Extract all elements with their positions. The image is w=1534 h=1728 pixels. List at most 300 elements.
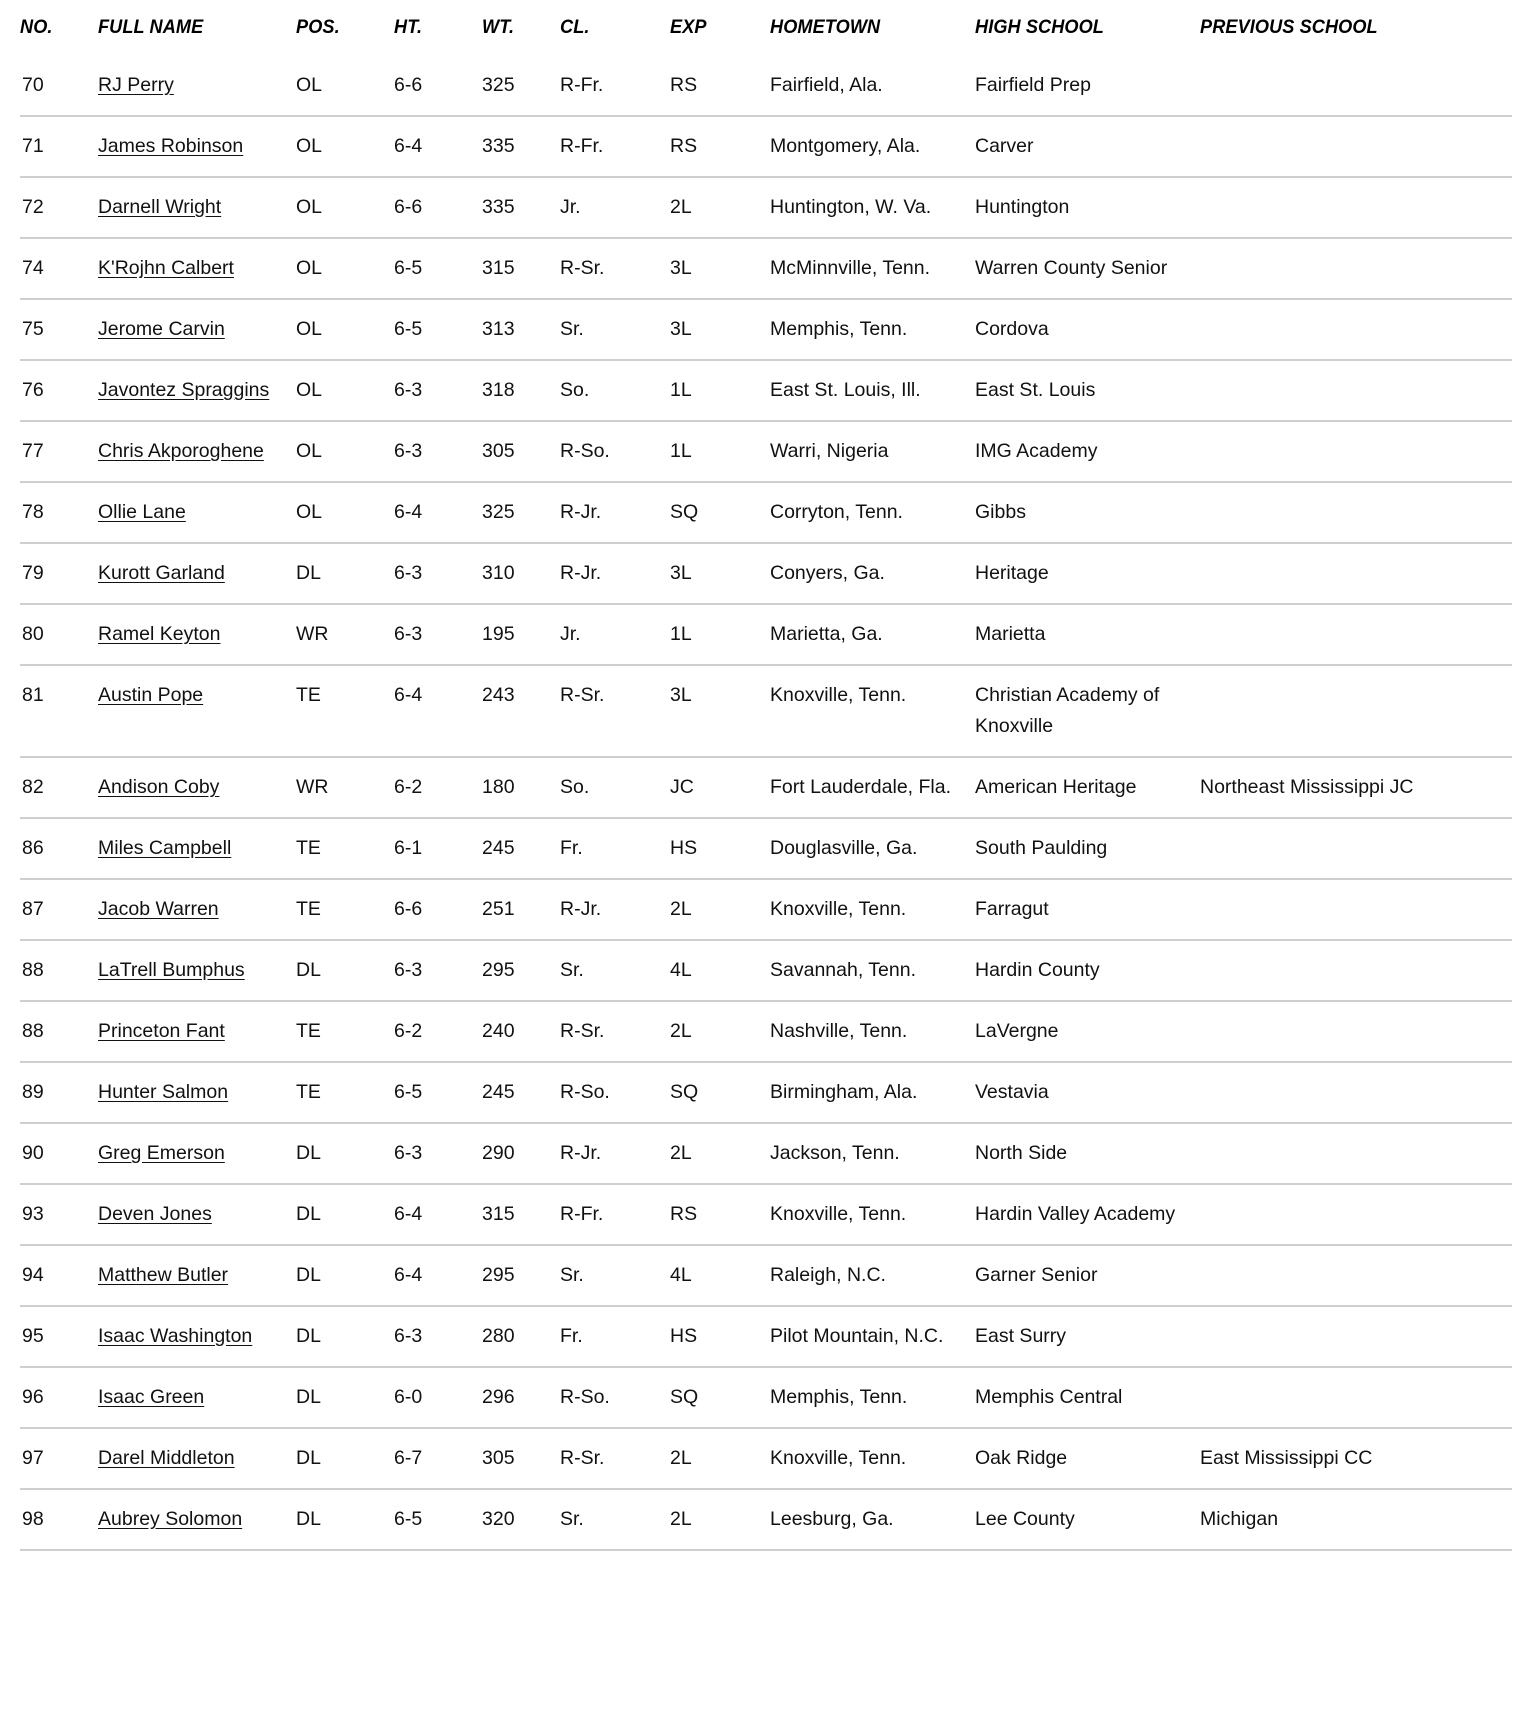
- cell-prev: [1200, 1306, 1512, 1367]
- cell-pos: DL: [296, 1386, 321, 1408]
- table-row: [20, 940, 1512, 1001]
- cell-no: 75: [22, 318, 44, 340]
- player-name-link[interactable]: Darnell Wright: [98, 196, 222, 218]
- cell-wt: 325: [482, 74, 515, 96]
- player-name-link[interactable]: Andison Coby: [98, 776, 220, 798]
- table-row: [20, 482, 1512, 543]
- cell-prev: [1200, 879, 1512, 940]
- cell-home: Conyers, Ga.: [770, 562, 885, 584]
- player-name-link[interactable]: Princeton Fant: [98, 1020, 225, 1042]
- cell-pos: OL: [296, 440, 323, 462]
- cell-pos: OL: [296, 196, 323, 218]
- cell-pos: DL: [296, 1508, 321, 1530]
- cell-ht: 6-5: [394, 1508, 423, 1530]
- cell-ht: 6-6: [394, 74, 423, 96]
- cell-exp: 2L: [670, 1020, 692, 1042]
- cell-prev: [1200, 299, 1512, 360]
- table-row: [20, 1184, 1512, 1245]
- cell-wt: 315: [482, 1203, 515, 1225]
- cell-wt: 296: [482, 1386, 515, 1408]
- table-row: [20, 1245, 1512, 1306]
- cell-prev: [1200, 818, 1512, 879]
- cell-prev: [1200, 1184, 1512, 1245]
- table-row: [20, 604, 1512, 665]
- cell-prev: [1200, 665, 1512, 757]
- column-header-name: FULL NAME: [98, 16, 204, 38]
- cell-name[interactable]: [98, 116, 296, 177]
- cell-hs: Marietta: [975, 623, 1046, 645]
- player-name-link[interactable]: Chris Akporoghene: [98, 440, 264, 462]
- cell-exp: 1L: [670, 379, 692, 401]
- cell-hs: Hardin County: [975, 959, 1100, 981]
- cell-pos: WR: [296, 623, 329, 645]
- cell-name[interactable]: [98, 604, 296, 665]
- cell-wt: 335: [482, 135, 515, 157]
- cell-wt: 325: [482, 501, 515, 523]
- cell-exp: 2L: [670, 1447, 692, 1469]
- cell-ht: 6-1: [394, 837, 423, 859]
- cell-cl: Jr.: [560, 196, 581, 218]
- cell-hs: East Surry: [975, 1325, 1067, 1347]
- cell-wt: 313: [482, 318, 515, 340]
- cell-name[interactable]: [98, 1367, 296, 1428]
- column-header-prev: PREVIOUS SCHOOL: [1200, 16, 1378, 38]
- cell-wt: 305: [482, 440, 515, 462]
- cell-cl: Fr.: [560, 1325, 583, 1347]
- cell-exp: 2L: [670, 1508, 692, 1530]
- cell-cl: R-Jr.: [560, 501, 602, 523]
- cell-exp: 1L: [670, 623, 692, 645]
- cell-wt: 245: [482, 837, 515, 859]
- cell-wt: 251: [482, 898, 515, 920]
- cell-home: Montgomery, Ala.: [770, 135, 921, 157]
- cell-exp: HS: [670, 1325, 698, 1347]
- table-row: [20, 299, 1512, 360]
- cell-ht: 6-4: [394, 501, 423, 523]
- cell-no: 89: [22, 1081, 44, 1103]
- player-name-link[interactable]: Darel Middleton: [98, 1447, 235, 1469]
- cell-wt: 195: [482, 623, 515, 645]
- cell-pos: TE: [296, 837, 321, 859]
- cell-exp: 3L: [670, 562, 692, 584]
- cell-no: 86: [22, 837, 44, 859]
- table-row: [20, 1306, 1512, 1367]
- cell-hs: Carver: [975, 135, 1034, 157]
- player-name-link[interactable]: Ramel Keyton: [98, 623, 221, 645]
- column-header-wt: WT.: [482, 16, 515, 38]
- cell-pos: DL: [296, 562, 321, 584]
- table-row: [20, 1428, 1512, 1489]
- cell-no: 70: [22, 74, 44, 96]
- cell-ht: 6-6: [394, 898, 423, 920]
- cell-wt: 180: [482, 776, 515, 798]
- cell-prev: [1200, 360, 1512, 421]
- cell-home: East St. Louis, Ill.: [770, 379, 921, 401]
- cell-ht: 6-4: [394, 684, 423, 706]
- cell-prev: [1200, 1001, 1512, 1062]
- cell-hs: Memphis Central: [975, 1386, 1123, 1408]
- cell-home: Leesburg, Ga.: [770, 1508, 894, 1530]
- cell-pos: TE: [296, 1020, 321, 1042]
- cell-exp: 3L: [670, 318, 692, 340]
- cell-cl: R-Sr.: [560, 684, 605, 706]
- cell-cl: Jr.: [560, 623, 581, 645]
- player-name-link[interactable]: RJ Perry: [98, 74, 174, 96]
- cell-exp: 3L: [670, 684, 692, 706]
- cell-no: 95: [22, 1325, 44, 1347]
- cell-hs: Gibbs: [975, 501, 1026, 523]
- cell-exp: 4L: [670, 959, 692, 981]
- cell-cl: R-Fr.: [560, 1203, 604, 1225]
- cell-no: 93: [22, 1203, 44, 1225]
- cell-exp: 2L: [670, 1142, 692, 1164]
- cell-exp: SQ: [670, 1081, 699, 1103]
- cell-name[interactable]: [98, 879, 296, 940]
- cell-name[interactable]: [98, 1062, 296, 1123]
- cell-ht: 6-2: [394, 776, 423, 798]
- cell-name[interactable]: [98, 238, 296, 299]
- cell-wt: 320: [482, 1508, 515, 1530]
- table-row: [20, 56, 1512, 116]
- cell-pos: OL: [296, 318, 323, 340]
- cell-prev: [1200, 543, 1512, 604]
- cell-ht: 6-0: [394, 1386, 423, 1408]
- cell-hs: Warren County Senior: [975, 257, 1168, 279]
- cell-exp: 4L: [670, 1264, 692, 1286]
- table-header: [20, 0, 1512, 56]
- cell-cl: R-Jr.: [560, 562, 602, 584]
- cell-home: Fort Lauderdale, Fla.: [770, 776, 952, 798]
- cell-no: 94: [22, 1264, 44, 1286]
- table-bottom-divider: [20, 1549, 1512, 1551]
- cell-ht: 6-6: [394, 196, 423, 218]
- header-row: [20, 0, 1512, 56]
- cell-wt: 310: [482, 562, 515, 584]
- cell-name[interactable]: [98, 818, 296, 879]
- cell-home: Knoxville, Tenn.: [770, 1203, 907, 1225]
- table-row: [20, 116, 1512, 177]
- column-header-exp: EXP: [670, 16, 707, 38]
- table-row: [20, 1123, 1512, 1184]
- cell-home: Knoxville, Tenn.: [770, 684, 907, 706]
- cell-prev: [1200, 116, 1512, 177]
- cell-name[interactable]: [98, 1184, 296, 1245]
- cell-pos: OL: [296, 135, 323, 157]
- cell-pos: DL: [296, 1203, 321, 1225]
- cell-name[interactable]: [98, 940, 296, 1001]
- table-row: [20, 421, 1512, 482]
- cell-home: Fairfield, Ala.: [770, 74, 883, 96]
- cell-prev: Northeast Mississippi JC: [1200, 776, 1414, 798]
- cell-cl: So.: [560, 379, 590, 401]
- cell-name[interactable]: [98, 1245, 296, 1306]
- cell-prev: [1200, 238, 1512, 299]
- cell-ht: 6-5: [394, 257, 423, 279]
- cell-cl: Sr.: [560, 1264, 584, 1286]
- player-name-link[interactable]: James Robinson: [98, 135, 244, 157]
- cell-cl: Fr.: [560, 837, 583, 859]
- cell-name[interactable]: [98, 360, 296, 421]
- cell-pos: TE: [296, 1081, 321, 1103]
- cell-exp: 3L: [670, 257, 692, 279]
- player-name-link[interactable]: Jerome Carvin: [98, 318, 225, 340]
- cell-hs: Hardin Valley Academy: [975, 1203, 1176, 1225]
- cell-prev: [1200, 482, 1512, 543]
- cell-no: 88: [22, 1020, 44, 1042]
- column-header-ht: HT.: [394, 16, 423, 38]
- cell-exp: RS: [670, 135, 698, 157]
- cell-hs: Cordova: [975, 318, 1049, 340]
- player-name-link[interactable]: Greg Emerson: [98, 1142, 225, 1164]
- cell-prev: [1200, 56, 1512, 116]
- cell-prev: [1200, 604, 1512, 665]
- cell-no: 87: [22, 898, 44, 920]
- table-row: [20, 1062, 1512, 1123]
- cell-name[interactable]: [98, 1123, 296, 1184]
- column-header-cl: CL.: [560, 16, 590, 38]
- cell-hs: East St. Louis: [975, 379, 1096, 401]
- cell-hs: IMG Academy: [975, 440, 1098, 462]
- cell-no: 72: [22, 196, 44, 218]
- player-name-link[interactable]: Isaac Green: [98, 1386, 205, 1408]
- cell-home: Savannah, Tenn.: [770, 959, 917, 981]
- cell-home: Corryton, Tenn.: [770, 501, 903, 523]
- cell-home: Memphis, Tenn.: [770, 1386, 908, 1408]
- cell-exp: 2L: [670, 196, 692, 218]
- cell-cl: R-Jr.: [560, 898, 602, 920]
- cell-cl: R-So.: [560, 1081, 610, 1103]
- roster-table: [20, 0, 1512, 1549]
- cell-cl: R-Jr.: [560, 1142, 602, 1164]
- player-name-link[interactable]: Ollie Lane: [98, 501, 186, 523]
- cell-name[interactable]: [98, 1428, 296, 1489]
- cell-no: 88: [22, 959, 44, 981]
- cell-pos: OL: [296, 74, 323, 96]
- cell-no: 96: [22, 1386, 44, 1408]
- cell-cl: R-Sr.: [560, 257, 605, 279]
- cell-pos: DL: [296, 1325, 321, 1347]
- cell-home: Nashville, Tenn.: [770, 1020, 908, 1042]
- cell-pos: OL: [296, 379, 323, 401]
- cell-hs: LaVergne: [975, 1020, 1059, 1042]
- player-name-link[interactable]: Hunter Salmon: [98, 1081, 229, 1103]
- cell-exp: SQ: [670, 501, 699, 523]
- cell-ht: 6-3: [394, 440, 423, 462]
- cell-pos: WR: [296, 776, 329, 798]
- cell-name[interactable]: [98, 1306, 296, 1367]
- table-row: [20, 360, 1512, 421]
- cell-name[interactable]: [98, 1489, 296, 1549]
- cell-prev: Michigan: [1200, 1508, 1279, 1530]
- cell-wt: 245: [482, 1081, 515, 1103]
- cell-home: Jackson, Tenn.: [770, 1142, 900, 1164]
- cell-wt: 243: [482, 684, 515, 706]
- cell-home: Memphis, Tenn.: [770, 318, 908, 340]
- cell-home: Pilot Mountain, N.C.: [770, 1325, 944, 1347]
- cell-no: 81: [22, 684, 44, 706]
- player-name-link[interactable]: Aubrey Solomon: [98, 1508, 243, 1530]
- cell-cl: R-Sr.: [560, 1020, 605, 1042]
- cell-cl: R-So.: [560, 1386, 610, 1408]
- cell-no: 80: [22, 623, 44, 645]
- cell-pos: TE: [296, 684, 321, 706]
- cell-cl: R-Sr.: [560, 1447, 605, 1469]
- cell-exp: 1L: [670, 440, 692, 462]
- table-row: [20, 757, 1512, 818]
- table-row: [20, 177, 1512, 238]
- cell-pos: DL: [296, 959, 321, 981]
- cell-wt: 290: [482, 1142, 515, 1164]
- cell-hs: Oak Ridge: [975, 1447, 1068, 1469]
- cell-hs: South Paulding: [975, 837, 1108, 859]
- cell-home: Huntington, W. Va.: [770, 196, 932, 218]
- player-name-link[interactable]: Jacob Warren: [98, 898, 219, 920]
- cell-prev: [1200, 1367, 1512, 1428]
- cell-prev: [1200, 177, 1512, 238]
- table-row: [20, 238, 1512, 299]
- cell-prev: [1200, 421, 1512, 482]
- column-header-hs: HIGH SCHOOL: [975, 16, 1104, 38]
- cell-hs: Fairfield Prep: [975, 74, 1091, 96]
- player-name-link[interactable]: Austin Pope: [98, 684, 204, 706]
- cell-ht: 6-3: [394, 1325, 423, 1347]
- cell-wt: 305: [482, 1447, 515, 1469]
- cell-name[interactable]: [98, 1001, 296, 1062]
- cell-wt: 295: [482, 959, 515, 981]
- cell-home: Douglasville, Ga.: [770, 837, 918, 859]
- cell-hs: Garner Senior: [975, 1264, 1098, 1286]
- cell-pos: DL: [296, 1447, 321, 1469]
- cell-no: 71: [22, 135, 44, 157]
- cell-hs: Farragut: [975, 898, 1049, 920]
- cell-name[interactable]: [98, 299, 296, 360]
- table-row: [20, 879, 1512, 940]
- cell-ht: 6-3: [394, 1142, 423, 1164]
- player-name-link[interactable]: LaTrell Bumphus: [98, 959, 245, 981]
- player-name-link[interactable]: Isaac Washington: [98, 1325, 253, 1347]
- cell-prev: [1200, 1062, 1512, 1123]
- cell-cl: So.: [560, 776, 590, 798]
- cell-cl: Sr.: [560, 318, 584, 340]
- cell-no: 79: [22, 562, 44, 584]
- cell-ht: 6-3: [394, 959, 423, 981]
- table-row: [20, 1001, 1512, 1062]
- table-row: [20, 543, 1512, 604]
- cell-ht: 6-4: [394, 135, 423, 157]
- cell-hs: American Heritage: [975, 776, 1137, 798]
- table-row: [20, 1489, 1512, 1549]
- cell-name[interactable]: [98, 421, 296, 482]
- cell-hs: Lee County: [975, 1508, 1075, 1530]
- cell-exp: HS: [670, 837, 698, 859]
- cell-pos: TE: [296, 898, 321, 920]
- cell-no: 90: [22, 1142, 44, 1164]
- cell-hs: Huntington: [975, 196, 1070, 218]
- cell-wt: 280: [482, 1325, 515, 1347]
- cell-name[interactable]: [98, 177, 296, 238]
- cell-home: Birmingham, Ala.: [770, 1081, 918, 1103]
- cell-wt: 335: [482, 196, 515, 218]
- table-row: [20, 1367, 1512, 1428]
- cell-ht: 6-2: [394, 1020, 423, 1042]
- cell-home: McMinnville, Tenn.: [770, 257, 931, 279]
- cell-ht: 6-3: [394, 623, 423, 645]
- cell-ht: 6-7: [394, 1447, 423, 1469]
- table-body: [20, 56, 1512, 1549]
- cell-cl: R-Fr.: [560, 74, 604, 96]
- cell-hs: North Side: [975, 1142, 1068, 1164]
- cell-no: 82: [22, 776, 44, 798]
- cell-prev: [1200, 1123, 1512, 1184]
- cell-hs: Vestavia: [975, 1081, 1049, 1103]
- cell-hs: Christian Academy of Knoxville: [975, 684, 1160, 737]
- cell-no: 78: [22, 501, 44, 523]
- column-header-no: NO.: [20, 16, 53, 38]
- cell-home: Raleigh, N.C.: [770, 1264, 886, 1286]
- cell-pos: DL: [296, 1264, 321, 1286]
- cell-exp: RS: [670, 74, 698, 96]
- player-name-link[interactable]: K'Rojhn Calbert: [98, 257, 234, 279]
- cell-pos: OL: [296, 501, 323, 523]
- cell-exp: SQ: [670, 1386, 699, 1408]
- table-row: [20, 818, 1512, 879]
- player-name-link[interactable]: Deven Jones: [98, 1203, 212, 1225]
- cell-ht: 6-3: [394, 379, 423, 401]
- cell-ht: 6-3: [394, 562, 423, 584]
- cell-ht: 6-5: [394, 1081, 423, 1103]
- cell-wt: 295: [482, 1264, 515, 1286]
- cell-no: 74: [22, 257, 44, 279]
- cell-pos: DL: [296, 1142, 321, 1164]
- cell-name[interactable]: [98, 543, 296, 604]
- cell-prev: [1200, 1245, 1512, 1306]
- player-name-link[interactable]: Javontez Spraggins: [98, 379, 270, 401]
- cell-ht: 6-5: [394, 318, 423, 340]
- cell-prev: [1200, 940, 1512, 1001]
- cell-home: Warri, Nigeria: [770, 440, 889, 462]
- cell-home: Knoxville, Tenn.: [770, 1447, 907, 1469]
- cell-wt: 315: [482, 257, 515, 279]
- cell-ht: 6-4: [394, 1264, 423, 1286]
- cell-cl: R-So.: [560, 440, 610, 462]
- player-name-link[interactable]: Kurott Garland: [98, 562, 225, 584]
- cell-cl: R-Fr.: [560, 135, 604, 157]
- cell-name[interactable]: [98, 757, 296, 818]
- cell-exp: 2L: [670, 898, 692, 920]
- cell-no: 98: [22, 1508, 44, 1530]
- cell-exp: JC: [670, 776, 694, 798]
- cell-home: Marietta, Ga.: [770, 623, 883, 645]
- cell-hs: Heritage: [975, 562, 1049, 584]
- cell-cl: Sr.: [560, 1508, 584, 1530]
- cell-name[interactable]: [98, 665, 296, 757]
- table-row: [20, 665, 1512, 757]
- cell-no: 76: [22, 379, 44, 401]
- cell-no: 77: [22, 440, 44, 462]
- cell-name[interactable]: [98, 482, 296, 543]
- column-header-pos: POS.: [296, 16, 340, 38]
- player-name-link[interactable]: Miles Campbell: [98, 837, 232, 859]
- cell-cl: Sr.: [560, 959, 584, 981]
- cell-wt: 318: [482, 379, 515, 401]
- cell-prev: East Mississippi CC: [1200, 1447, 1373, 1469]
- cell-exp: RS: [670, 1203, 698, 1225]
- cell-wt: 240: [482, 1020, 515, 1042]
- cell-name[interactable]: [98, 56, 296, 116]
- cell-no: 97: [22, 1447, 44, 1469]
- cell-pos: OL: [296, 257, 323, 279]
- player-name-link[interactable]: Matthew Butler: [98, 1264, 229, 1286]
